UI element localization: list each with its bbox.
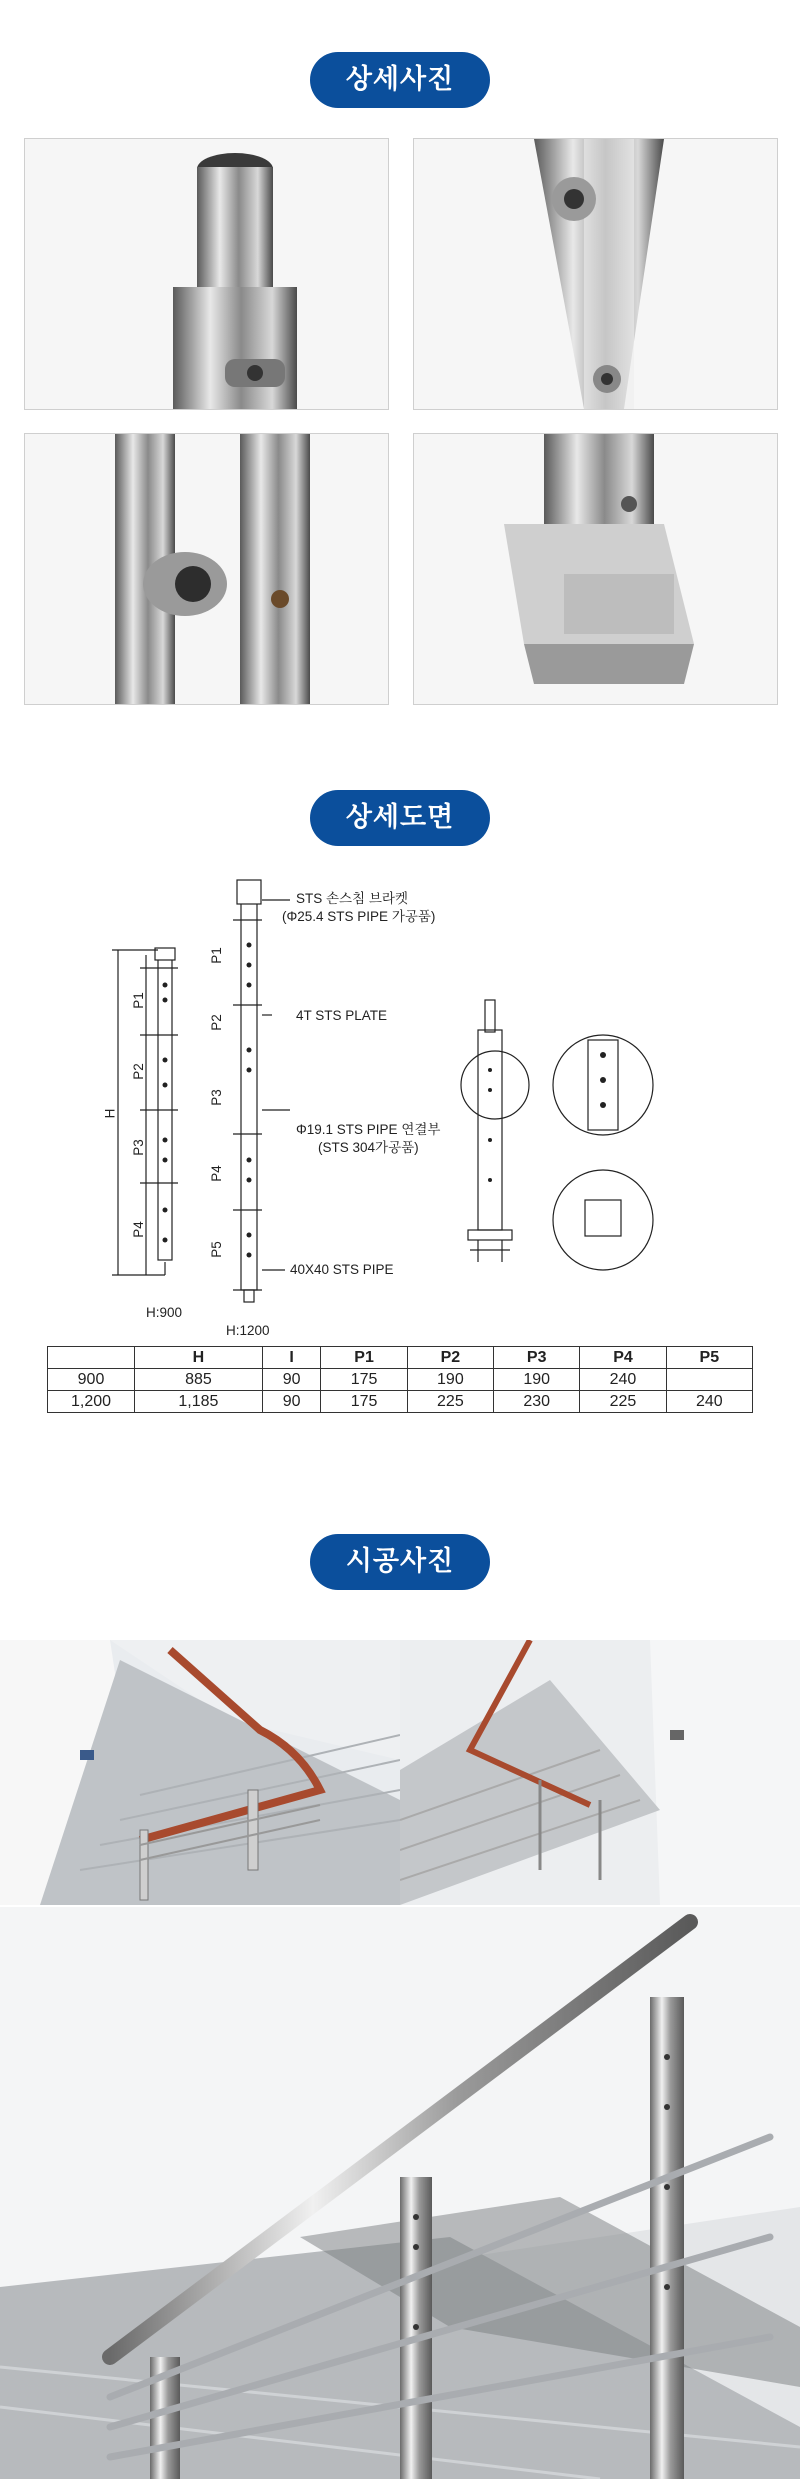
- post-1200-p4: P4: [208, 1165, 224, 1182]
- table-cell: 225: [407, 1391, 493, 1413]
- table-header-cell: H: [135, 1347, 263, 1369]
- post-900-caption: H:900: [146, 1305, 183, 1320]
- detail-photo-brackets: [413, 138, 778, 410]
- table-header-cell: P1: [321, 1347, 407, 1369]
- post-1200-p5: P5: [208, 1241, 224, 1258]
- label-bracket: STS 손스침 브라켓: [296, 891, 409, 906]
- table-header-cell: [48, 1347, 135, 1369]
- detail-photo-pipe-connector: [24, 433, 389, 705]
- post-1200-caption: H:1200: [226, 1323, 270, 1338]
- post-1200-p3: P3: [208, 1089, 224, 1106]
- post-1200-body: [241, 900, 257, 1290]
- table-cell: 900: [48, 1369, 135, 1391]
- table-cell: 885: [135, 1369, 263, 1391]
- post-1200-p2: P2: [208, 1014, 224, 1031]
- post-900-p3: P3: [130, 1139, 146, 1156]
- table-cell: 240: [666, 1391, 752, 1413]
- technical-drawing: [0, 870, 800, 1340]
- table-header-cell: P3: [494, 1347, 580, 1369]
- spec-table: [47, 1346, 753, 1413]
- label-pipe-sub: (STS 304가공품): [318, 1140, 419, 1155]
- detail-circle-connector: [461, 1051, 529, 1119]
- section-title-detail-drawing: 상세도면: [310, 790, 490, 846]
- table-cell: 1,185: [135, 1391, 263, 1413]
- table-header-row: [48, 1347, 753, 1369]
- detail-photo-post-top: [24, 138, 389, 410]
- install-photo-stairwell-left: [0, 1640, 400, 1905]
- label-plate: 4T STS PLATE: [296, 1008, 388, 1023]
- install-photo-stairwell-right: [400, 1640, 800, 1905]
- table-header-cell: P5: [666, 1347, 752, 1369]
- table-cell: [666, 1369, 752, 1391]
- detail-circle-section: [553, 1170, 653, 1270]
- table-header-cell: I: [262, 1347, 321, 1369]
- post-900-p4: P4: [130, 1221, 146, 1238]
- table-cell: 175: [321, 1369, 407, 1391]
- section-title-install-photos: 시공사진: [310, 1534, 490, 1590]
- install-photo-railing-closeup: [0, 1907, 800, 2479]
- table-cell: 190: [494, 1369, 580, 1391]
- section-title-detail-photos: 상세사진: [310, 52, 490, 108]
- table-cell: 190: [407, 1369, 493, 1391]
- label-bracket-sub: (Φ25.4 STS PIPE 가공품): [282, 909, 436, 924]
- table-cell: 175: [321, 1391, 407, 1413]
- detail-photo-base-plate: [413, 433, 778, 705]
- table-row: [48, 1391, 753, 1413]
- table-cell: 240: [580, 1369, 666, 1391]
- post-900-p2: P2: [130, 1063, 146, 1080]
- post-1200-p1: P1: [208, 947, 224, 964]
- table-header-cell: P4: [580, 1347, 666, 1369]
- table-row: [48, 1369, 753, 1391]
- table-cell: 230: [494, 1391, 580, 1413]
- table-cell: 1,200: [48, 1391, 135, 1413]
- table-cell: 225: [580, 1391, 666, 1413]
- table-cell: 90: [262, 1369, 321, 1391]
- table-header-cell: P2: [407, 1347, 493, 1369]
- detail-circle-bolts: [553, 1035, 653, 1135]
- table-cell: 90: [262, 1391, 321, 1413]
- post-900-p1: P1: [130, 992, 146, 1009]
- label-post: 40X40 STS PIPE: [290, 1262, 394, 1277]
- dim-h-label: H: [102, 1108, 118, 1119]
- label-pipe: Φ19.1 STS PIPE 연결부: [296, 1122, 441, 1137]
